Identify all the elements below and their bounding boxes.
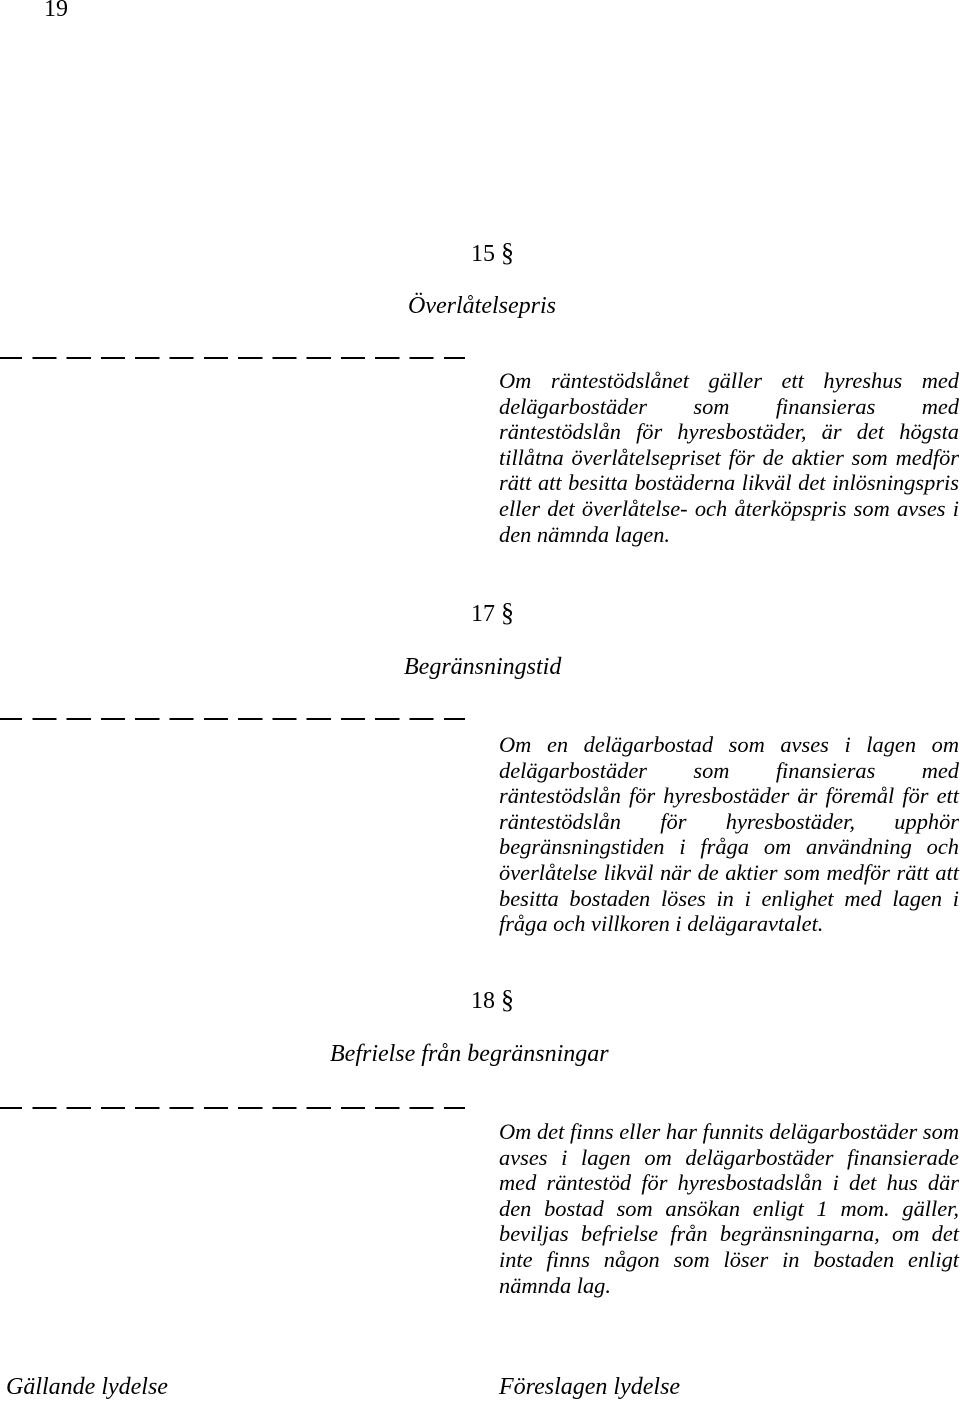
section-number: 15 — [471, 241, 495, 267]
separator-rule — [0, 1107, 465, 1109]
section-title-15: Överlåtelsepris — [408, 293, 556, 319]
proposed-text-15: Om räntestödslånet gäller ett hyreshus med delägarbostäder som finansieras med räntestödslån för hyresbostäder, är det högsta tillåtna överlåtelsepriset för de aktier som medför rätt att besitta bostäderna likväl det inlösningspris eller det överlåtelse- och återköpspris som avses i den nämnda lagen. — [499, 368, 959, 547]
section-number: 17 — [471, 601, 495, 627]
separator-rule — [0, 718, 465, 720]
section-sign: § — [501, 985, 514, 1014]
section-sign: § — [501, 238, 514, 267]
proposed-text-17: Om en delägarbostad som avses i lagen om delägarbostäder som finansieras med räntestödslån för hyresbostäder är föremål för ett räntestödslån för hyresbostäder, upphör begränsningstiden i fråga om användning och överlåtelse likväl när de aktier som medför rätt att besitta bostaden löses in i enlighet med lagen i fråga och villkoren i delägaravtalet. — [499, 732, 959, 937]
section-number-18 — [471, 985, 514, 1016]
section-number-17 — [471, 598, 514, 629]
section-sign: § — [501, 598, 514, 627]
proposed-text-18: Om det finns eller har funnits delägarbostäder som avses i lagen om delägarbostäder finansierade med räntestöd för hyresbostadslån i det hus där den bostad som ansökan enligt 1 mom. gäller, beviljas befrielse från begränsningarna, om det inte finns någon som löser in bostaden enligt nämnda lag. — [499, 1119, 959, 1298]
section-title-17: Begränsningstid — [404, 654, 562, 680]
section-number: 18 — [471, 988, 495, 1014]
section-number-15 — [471, 238, 514, 269]
section-title-18: Befrielse från begränsningar — [330, 1041, 609, 1067]
proposed-wording-label: Föreslagen lydelse — [499, 1374, 681, 1400]
current-wording-label: Gällande lydelse — [6, 1374, 168, 1400]
page-number: 19 — [44, 0, 68, 22]
separator-rule — [0, 357, 465, 359]
